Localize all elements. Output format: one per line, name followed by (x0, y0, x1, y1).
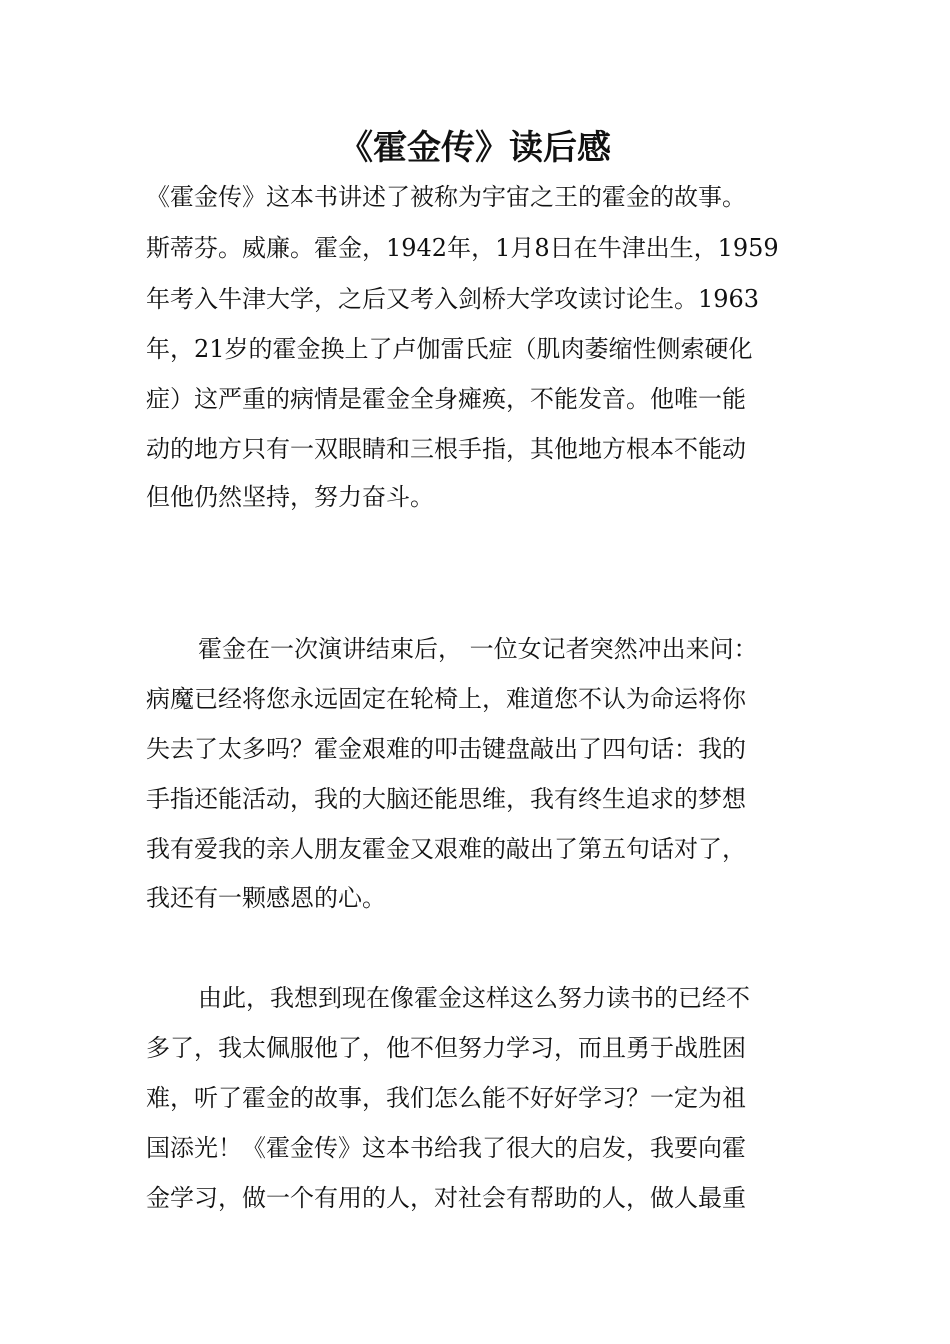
paragraph-1-line-2: 斯蒂芬。威廉。霍金，1942年，1月8日在牛津出生，1959 (146, 234, 779, 262)
paragraph-2-line-5: 我有爱我的亲人朋友霍金又艰难的敲出了第五句话对了， (146, 835, 746, 863)
paragraph-3-line-2: 多了，我太佩服他了，他不但努力学习，而且勇于战胜困 (146, 1034, 746, 1062)
paragraph-2-line-2: 病魔已经将您永远固定在轮椅上，难道您不认为命运将你 (146, 685, 746, 713)
paragraph-1-line-5: 症）这严重的病情是霍金全身瘫痪，不能发音。他唯一能 (146, 385, 746, 413)
paragraph-1-line-3: 年考入牛津大学，之后又考入剑桥大学攻读讨论生。1963 (146, 285, 760, 313)
paragraph-1-line-7: 但他仍然坚持，努力奋斗。 (146, 483, 434, 511)
paragraph-2-line-3: 失去了太多吗？霍金艰难的叩击键盘敲出了四句话：我的 (146, 735, 746, 763)
paragraph-3-line-3: 难，听了霍金的故事，我们怎么能不好好学习？一定为祖 (146, 1084, 746, 1112)
paragraph-1-line-1: 《霍金传》这本书讲述了被称为宇宙之王的霍金的故事。 (146, 183, 746, 211)
document-title: 《霍金传》读后感 (339, 128, 611, 168)
paragraph-3-line-5: 金学习，做一个有用的人，对社会有帮助的人，做人最重 (146, 1184, 746, 1212)
paragraph-3-line-1: 由此，我想到现在像霍金这样这么努力读书的已经不 (198, 984, 750, 1012)
paragraph-1-line-6: 动的地方只有一双眼睛和三根手指，其他地方根本不能动 (146, 435, 746, 463)
paragraph-2-line-1: 霍金在一次演讲结束后， 一位女记者突然冲出来问： (198, 635, 758, 663)
paragraph-1-line-4: 年，21岁的霍金换上了卢伽雷氏症（肌肉萎缩性侧索硬化 (146, 335, 753, 363)
paragraph-2-line-6: 我还有一颗感恩的心。 (146, 884, 386, 912)
paragraph-2-line-4: 手指还能活动，我的大脑还能思维，我有终生追求的梦想 (146, 785, 746, 813)
paragraph-3-line-4: 国添光！《霍金传》这本书给我了很大的启发，我要向霍 (146, 1134, 746, 1162)
